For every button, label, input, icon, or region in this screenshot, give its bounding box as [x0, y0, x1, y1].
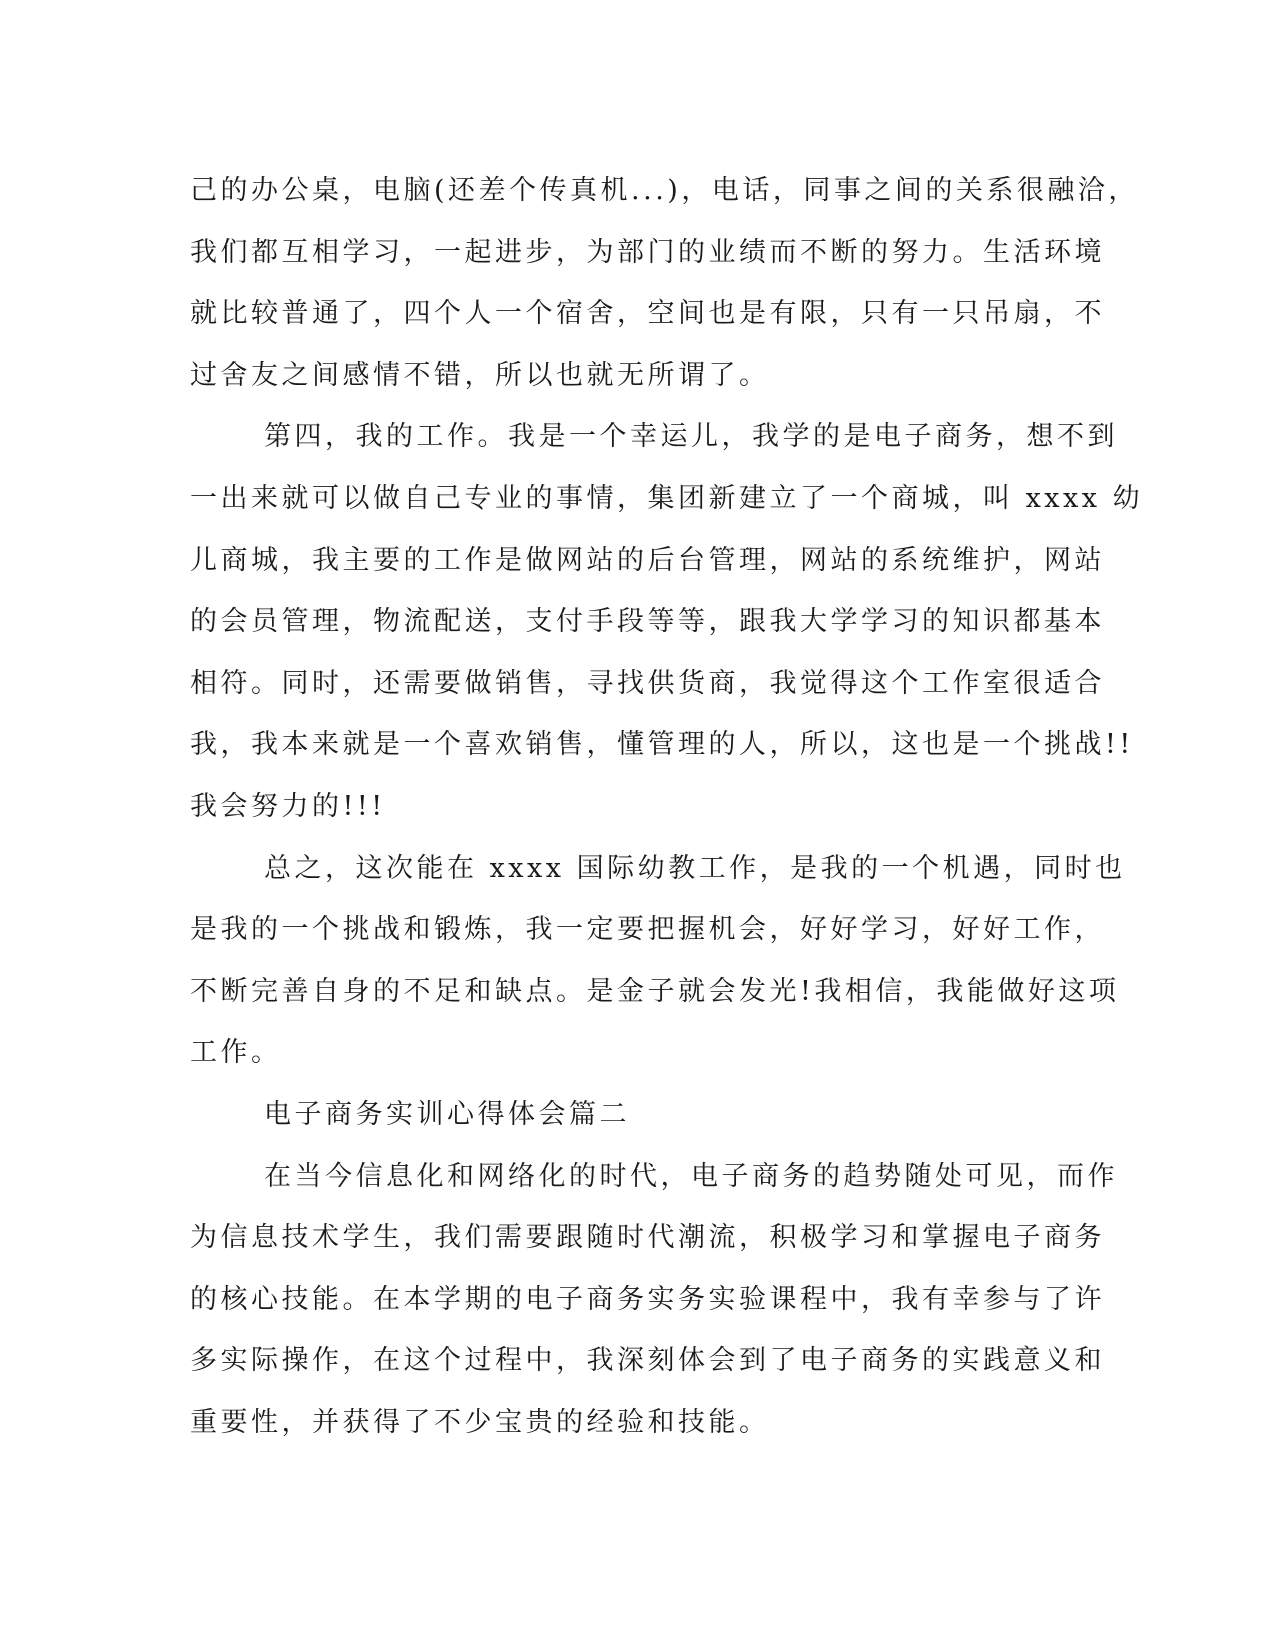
text-line: 不断完善自身的不足和缺点。是金子就会发光!我相信，我能做好这项: [190, 975, 1120, 1007]
text-line: 在当今信息化和网络化的时代，电子商务的趋势随处可见，而作: [264, 1160, 1118, 1192]
text-line: 己的办公桌，电脑(还差个传真机...)，电话，同事之间的关系很融洽，: [190, 175, 1139, 206]
text-line: 儿商城，我主要的工作是做网站的后台管理，网站的系统维护，网站: [190, 544, 1105, 576]
text-line: 为信息技术学生，我们需要跟随时代潮流，积极学习和掌握电子商务: [190, 1222, 1105, 1254]
text-line: 我，我本来就是一个喜欢销售，懂管理的人，所以，这也是一个挑战!!: [190, 729, 1134, 761]
text-line: 我会努力的!!!: [190, 790, 386, 822]
text-line: 相符。同时，还需要做销售，寻找供货商，我觉得这个工作室很适合: [190, 667, 1105, 699]
text-line: 是我的一个挑战和锻炼，我一定要把握机会，好好学习，好好工作，: [190, 914, 1105, 946]
paragraph-office-and-living: [190, 160, 1139, 406]
text-line: 就比较普通了，四个人一个宿舍，空间也是有限，只有一只吊扇，不: [190, 298, 1105, 330]
section-heading: 电子商务实训心得体会篇二: [264, 1098, 630, 1130]
text-line: 我们都互相学习，一起进步，为部门的业绩而不断的努力。生活环境: [190, 236, 1105, 268]
text-line: 工作。: [190, 1037, 282, 1069]
text-line: 重要性，并获得了不少宝贵的经验和技能。: [190, 1406, 770, 1438]
text-line: 过舍友之间感情不错，所以也就无所谓了。: [190, 359, 770, 391]
text-line: 第四，我的工作。我是一个幸运儿，我学的是电子商务，想不到: [264, 421, 1118, 453]
paragraph-ecommerce-intro: [190, 1146, 1118, 1454]
text-line: 多实际操作，在这个过程中，我深刻体会到了电子商务的实践意义和: [190, 1345, 1105, 1377]
paragraph-my-work: [190, 406, 1144, 837]
text-line: 一出来就可以做自己专业的事情，集团新建立了一个商城，叫 xxxx 幼: [190, 482, 1144, 514]
text-line: 总之，这次能在 xxxx 国际幼教工作，是我的一个机遇，同时也: [264, 852, 1126, 884]
text-line: 的核心技能。在本学期的电子商务实务实验课程中，我有幸参与了许: [190, 1283, 1105, 1315]
text-line: 的会员管理，物流配送，支付手段等等，跟我大学学习的知识都基本: [190, 606, 1105, 638]
paragraph-conclusion: [190, 838, 1126, 1084]
document-body: [190, 160, 1144, 1453]
